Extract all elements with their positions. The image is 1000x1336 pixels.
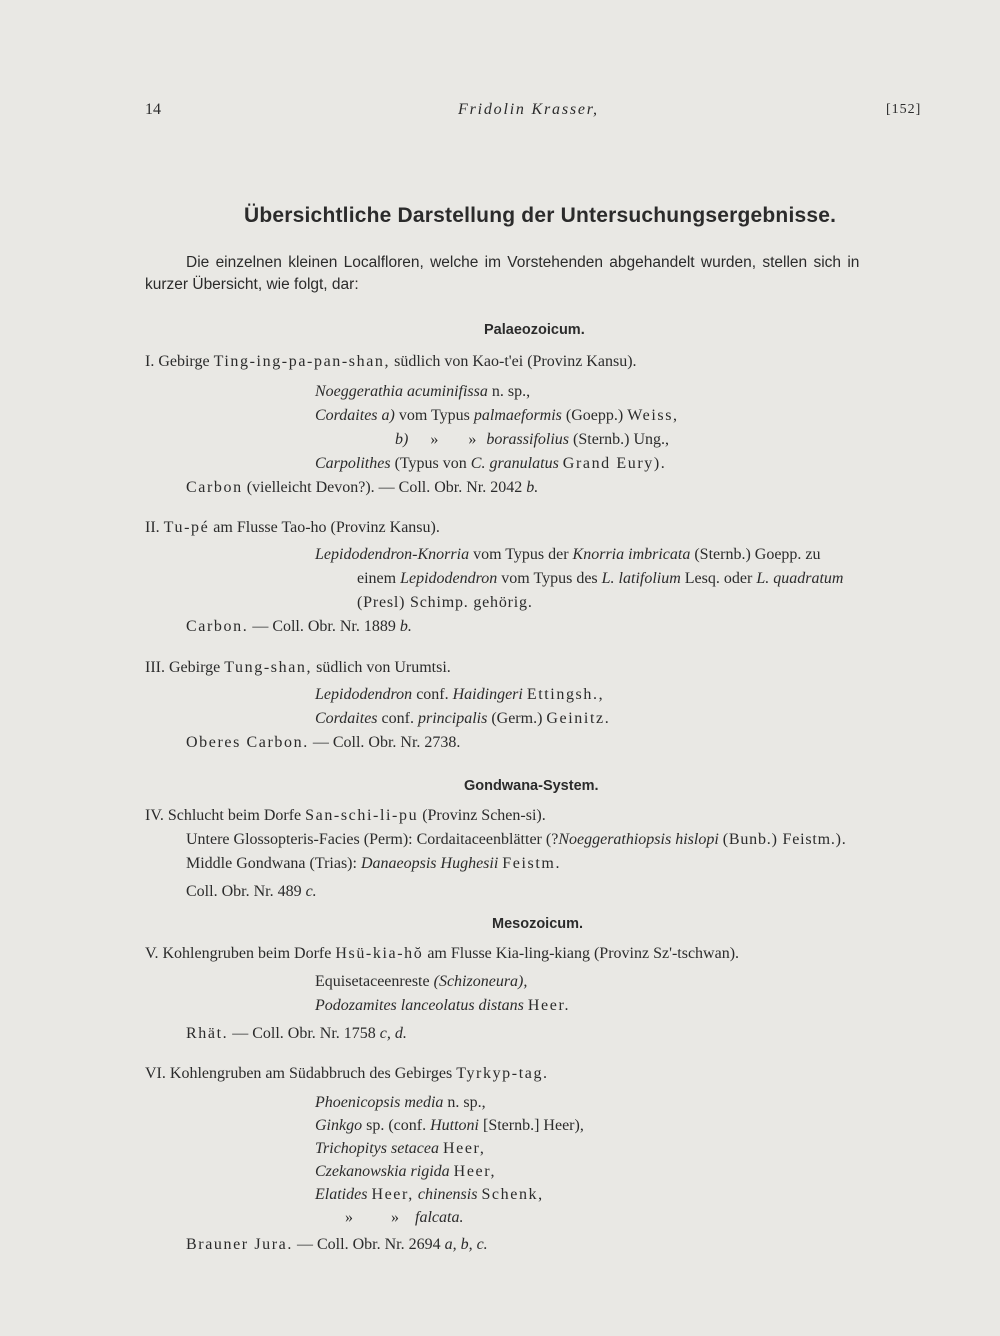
species-note: conf. [381,710,414,727]
locality-name: Ting-ing-pa-pan-shan, [213,353,391,370]
locality-suffix: südlich von Kao-t'ei (Provinz Kansu). [394,353,637,370]
species-note: (Germ.) [491,710,543,727]
entry-iii-locality [145,658,451,678]
bracket-page-number: [152] [886,102,922,117]
collection-ref: (vielleicht Devon?). — Coll. Obr. Nr. 2042 [246,479,523,496]
species-name: Danaeopsis Hughesii [360,855,499,872]
collection-letter: a, b, c. [444,1236,488,1253]
running-head-author: Fridolin Krasser, [458,101,599,118]
species-note: (Typus von [394,455,467,472]
entry-numeral: III. [145,659,165,676]
collection-ref: Coll. Obr. Nr. 489 [186,883,302,900]
locality-name: Hsü-kia-hŏ [335,945,424,962]
species-name: Trichopitys setacea [315,1140,439,1157]
entry-iv-line-3 [186,882,317,902]
ditto-mark: » [468,431,477,448]
species-author: Grand Eury). [562,455,667,472]
species-author: Feistm. [502,855,562,872]
species-name: Ginkgo [315,1117,363,1134]
species-name: b) [395,431,409,448]
species-name: Lepidodendron-Knorria [315,546,470,563]
species-note: n. sp., [491,383,531,400]
species-name: Cordaites a) [315,407,395,424]
species-name: Carpolithes [315,455,391,472]
species-name: Czekanowskia rigida [315,1163,450,1180]
species-note: (Goepp.) [565,407,624,424]
species-name: Lepidodendron [315,686,413,703]
collection-letter: c. [305,883,317,900]
entry-i-locality [145,352,637,372]
species-name: Huttoni [430,1117,479,1134]
locality-prefix: Kohlengruben am Südabbruch des Gebirges [169,1065,453,1082]
species-note: (Sternb.) Ung., [573,431,669,448]
entry-ii-line-2 [357,569,843,589]
formation-note: Middle Gondwana (Trias): [186,855,357,872]
species-note: einem [357,570,397,587]
locality-prefix: Gebirge [158,353,210,370]
species-note: n. sp., [447,1094,486,1111]
entry-vi-line-5 [315,1185,544,1205]
species-name: Haidingeri [452,686,523,703]
entry-iv-line-1 [186,830,847,850]
entry-v-age [186,1024,407,1044]
intro-line-1: Die einzelnen kleinen Localfloren, welche im Vorstehenden abgehandelt wurden, stellen sich in [186,254,860,271]
entry-v-line-1 [315,972,527,992]
intro-line-2: kurzer Übersicht, wie folgt, dar: [145,276,359,293]
entry-iii-age [186,733,460,753]
locality-suffix: am Flusse Tao-ho (Provinz Kansu). [213,519,440,536]
species-name: Elatides [315,1186,368,1203]
entry-ii-line-3: (Presl) Schimp. gehörig. [357,594,533,611]
entry-numeral: VI. [145,1065,166,1082]
entry-vi-line-2 [315,1116,584,1136]
collection-ref: — Coll. Obr. Nr. 2694 [297,1236,441,1253]
entry-numeral: II. [145,519,160,536]
locality-suffix: (Provinz Schen-si). [422,807,546,824]
entry-i-species-3 [395,430,669,450]
collection-letter: b. [526,479,539,496]
species-note: Lesq. oder [684,570,753,587]
species-note: [Sternb.] Heer), [482,1117,584,1134]
species-name: palmaeformis [473,407,562,424]
locality-suffix: am Flusse Kia-ling-kiang (Provinz Sz'-tschwan). [427,945,740,962]
species-author: Heer, [453,1163,497,1180]
entry-ii-line-1 [315,545,821,565]
species-author: Weiss, [627,407,679,424]
locality-prefix: Gebirge [168,659,221,676]
locality-name: Tung-shan, [224,659,313,676]
species-name: borassifolius [486,431,570,448]
locality-suffix: südlich von Urumtsi. [316,659,451,676]
species-name: C. granulatus [470,455,559,472]
ditto-mark: » [345,1209,353,1226]
collection-letter: c, d. [379,1025,407,1042]
geologic-age: Carbon. [186,618,249,635]
species-name: Phoenicopsis media [315,1094,444,1111]
species-note: vom Typus der [473,546,569,563]
species-note: (Sternb.) Goepp. zu [694,546,821,563]
species-name: Noeggerathiopsis hislopi [558,831,719,848]
entry-vi-line-4 [315,1162,496,1182]
locality-prefix: Schlucht beim Dorfe [167,807,302,824]
collection-ref: — Coll. Obr. Nr. 1758 [232,1025,376,1042]
section-heading-mesozoicum: Mesozoicum. [492,916,584,932]
page-number: 14 [145,101,161,118]
species-name: chinensis [417,1186,478,1203]
species-note: Equisetaceenreste [315,973,430,990]
species-author: (Bunb.) Feistm.). [722,831,847,848]
locality-name: San-schi-li-pu [305,807,419,824]
formation-note: Untere Glossopteris-Facies (Perm): Cordaitaceenblätter (? [186,831,559,848]
entry-iii-line-2 [315,709,610,729]
entry-ii-locality [145,518,440,538]
entry-vi-line-1 [315,1093,486,1113]
entry-vi-locality [145,1064,549,1084]
collection-ref: — Coll. Obr. Nr. 1889 [252,618,396,635]
entry-numeral: V. [145,945,159,962]
species-author: Heer, [442,1140,486,1157]
entry-ii-age [186,617,412,637]
species-name: L. latifolium [601,570,681,587]
species-author: Ettingsh., [526,686,605,703]
geologic-age: Oberes Carbon. [186,734,309,751]
locality-prefix: Kohlengruben beim Dorfe [162,945,332,962]
species-name: Podozamites lanceolatus distans [315,997,524,1014]
ditto-mark: » [391,1209,399,1226]
species-note: conf. [416,686,449,703]
entry-i-species-4 [315,454,666,474]
page-title: Übersichtliche Darstellung der Untersuchungsergebnisse. [244,204,837,227]
species-name: Noeggerathia acuminifissa [315,383,488,400]
species-author: Geinitz. [546,710,611,727]
entry-i-species-1 [315,382,530,402]
collection-ref: — Coll. Obr. Nr. 2738. [312,734,461,751]
entry-iv-locality [145,806,546,826]
species-name: Knorria imbricata [572,546,691,563]
species-note: vom Typus des [501,570,598,587]
entry-v-locality [145,944,739,964]
species-name: L. quadratum [756,570,844,587]
species-note: vom Typus [398,407,470,424]
entry-i-species-2 [315,406,679,426]
section-heading-palaeozoicum: Palaeozoicum. [484,322,585,338]
species-name: (Schizoneura), [433,973,528,990]
locality-name: Tu-pé [163,519,210,536]
entry-vi-age [186,1235,488,1255]
geologic-age: Carbon [186,479,243,496]
species-name: falcata. [415,1209,464,1226]
entry-numeral: I. [145,353,155,370]
entry-iv-line-2 [186,854,561,874]
entry-v-line-2 [315,996,570,1016]
geologic-age: Brauner Jura. [186,1236,293,1253]
species-name: Cordaites [315,710,378,727]
section-heading-gondwana: Gondwana-System. [464,778,599,794]
ditto-mark: » [430,431,439,448]
collection-letter: b. [399,618,412,635]
species-author: Heer. [527,997,571,1014]
species-note: sp. (conf. [366,1117,427,1134]
entry-vi-line-3 [315,1139,485,1159]
entry-vi-line-6 [345,1208,463,1228]
entry-i-age [186,478,538,498]
entry-iii-line-1 [315,685,604,705]
geologic-age: Rhät. [186,1025,229,1042]
species-name: principalis [417,710,488,727]
entry-numeral: IV. [145,807,164,824]
species-author: Heer, [371,1186,414,1203]
species-author: Schenk, [481,1186,544,1203]
locality-name: Tyrkyp-tag. [456,1065,549,1082]
species-name: Lepidodendron [400,570,498,587]
